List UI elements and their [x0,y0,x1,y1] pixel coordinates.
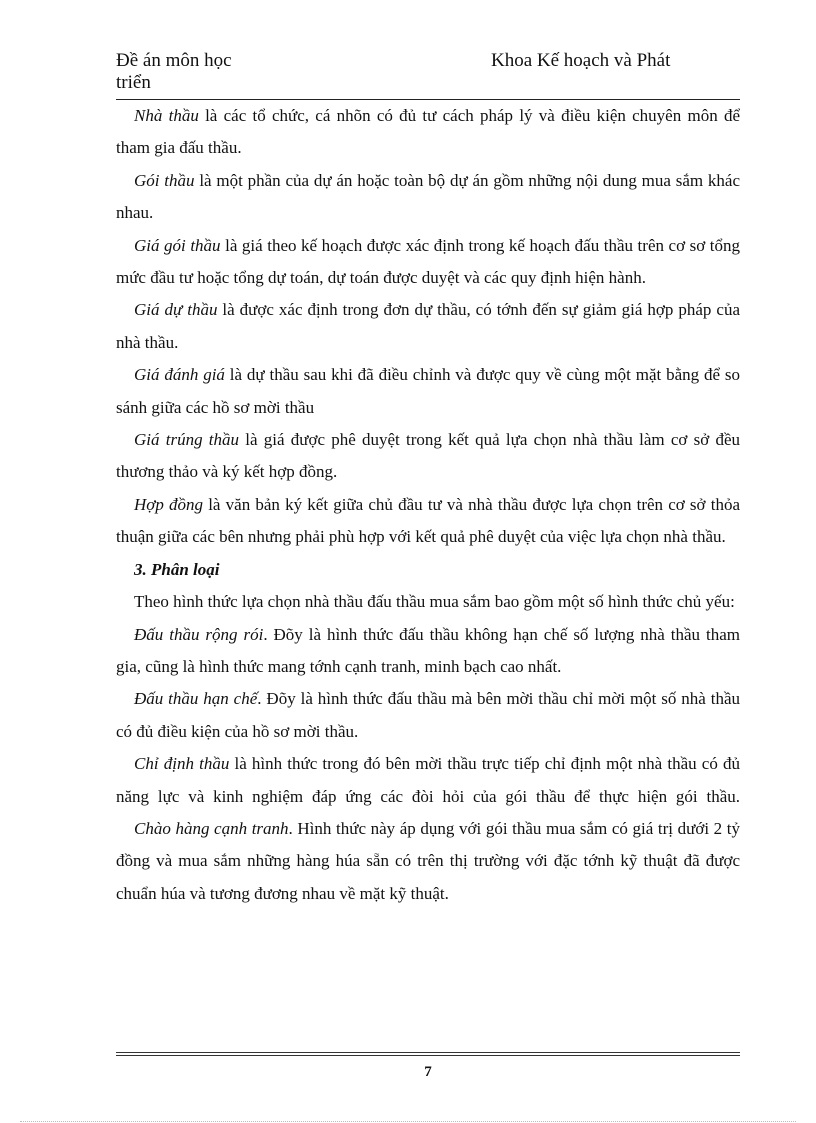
intro-paragraph: Theo hình thức lựa chọn nhà thầu đấu thầu mua sắm bao gồm một số hình thức chủ yếu: [134,592,735,612]
form-text: là hình thức trong đó bên mời thầu trực tiếp chỉ định một nhà thầu có đủ năng lực và kinh nghiệm đáp ứng các đòi hỏi của gói thầu để thực [116,754,740,806]
footer-rule [116,1052,740,1053]
definition-paragraph [116,489,740,554]
form-paragraph [116,748,740,813]
form-text: . Đõy là hình thức đấu thầu không hạn chế số lượng nhà thầu tham gia, cũng là hình thức mang tớnh cạnh tranh, minh bạch cao nhất. [116,624,740,676]
definition-paragraph [116,100,740,165]
definition-term: Gói thầu [134,170,195,190]
form-term: Chỉ định thầu [134,754,230,774]
definition-term: Giá gói thầu [134,235,221,255]
form-term: Đấu thầu rộng rói [134,624,264,644]
definition-text: là được xác định trong đơn dự thầu, có tớnh đến sự giảm giá hợp pháp của nhà thầu. [116,300,740,352]
form-text-tail: hiện gói thầu. [637,786,740,806]
definition-term: Giá trúng thầu [134,430,240,450]
footer-rule-double [116,1055,740,1056]
page-header [116,50,740,100]
definition-text: là giá được phê duyệt trong kết quả lựa chọn nhà thầu làm cơ sở đều thương thảo và ký kết hợp đồng. [116,430,741,482]
form-term: Đấu thầu hạn chế [134,689,258,709]
document-body [116,100,740,910]
definition-paragraph [116,294,740,359]
definition-text: là dự thầu sau khi đã điều chỉnh và được quy về cùng một mặt bằng để so sánh giữa các hồ sơ mời thầu [116,365,740,417]
definition-term: Nhà thầu [134,106,199,125]
header-left-line1: Đề án môn học [116,50,232,71]
definition-term: Hợp đồng [134,494,204,514]
form-paragraph [116,619,740,684]
header-left-line2: triển [116,72,151,93]
form-text: . Hình thức này áp dụng với gói thầu mua sắm có giá trị dưới 2 tỷ đồng và mua sắm những hàng húa sẵn có trên thị trường với đặc tớnh kỹ thuật đã được chuẩn húa và tương đương nhau về mặt kỹ thuật. [116,818,740,903]
form-term: Chào hàng cạnh tranh [134,818,289,838]
definition-paragraph [116,230,740,295]
section-heading: 3. Phân loại [134,559,220,579]
definition-text: là các tổ chức, cá nhõn có đủ tư cách pháp lý và điều kiện chuyên môn để tham gia đấu thầu. [116,106,741,158]
form-paragraph [116,813,740,910]
definition-text: là văn bản ký kết giữa chủ đầu tư và nhà thầu được lựa chọn trên cơ sở thỏa thuận giữa các bên nhưng phải phù hợp với kết quả phê duyệt của việc lựa chọn nhà thầu. [116,494,740,547]
definition-term: Giá dự thầu [134,300,218,320]
definition-paragraph [116,359,740,424]
page-number: 7 [424,1064,432,1080]
definition-paragraph [116,424,740,489]
definition-text: là giá theo kế hoạch được xác định trong kế hoạch đấu thầu trên cơ sơ tổng mức đầu tư hoặc tổng dự toán, dự toán được duyệt và các quy định hiện hành. [116,235,740,288]
page-edge-divider [20,1121,796,1122]
header-course-title [116,50,276,94]
definition-term: Giá đánh giá [134,365,225,385]
form-paragraph [116,683,740,748]
definition-text: là một phần của dự án hoặc toàn bộ dự án gồm những nội dung mua sắm khác nhau. [116,170,740,223]
definition-paragraph [116,165,740,230]
header-faculty: Khoa Kế hoạch và Phát [491,50,671,71]
form-text: . Đõy là hình thức đấu thầu mà bên mời thầu chỉ mời một số nhà thầu có đủ điều kiện của hồ sơ mời thầu. [116,689,740,741]
